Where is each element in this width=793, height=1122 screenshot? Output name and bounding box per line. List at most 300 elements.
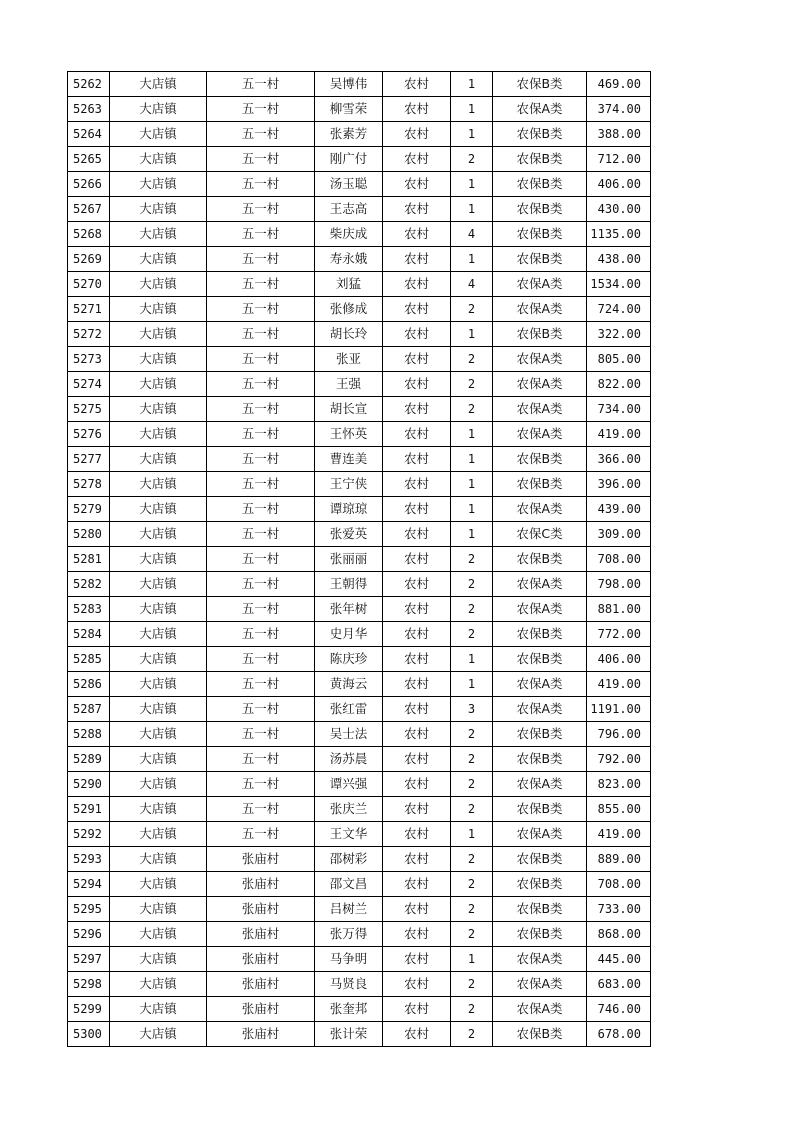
- village-cell: 张庙村: [207, 847, 315, 872]
- town-cell: 大店镇: [110, 347, 207, 372]
- amount-cell: 724.00: [587, 297, 651, 322]
- insurance-category-cell: 农保B类: [493, 872, 587, 897]
- village-cell: 五一村: [207, 197, 315, 222]
- town-cell: 大店镇: [110, 297, 207, 322]
- table-row: [68, 672, 651, 697]
- name-cell: 谭琼琼: [315, 497, 383, 522]
- town-cell: 大店镇: [110, 222, 207, 247]
- table-row: [68, 397, 651, 422]
- insurance-category-cell: 农保A类: [493, 697, 587, 722]
- town-cell: 大店镇: [110, 372, 207, 397]
- area-type-cell: 农村: [383, 572, 451, 597]
- row-id-cell: 5264: [68, 122, 110, 147]
- area-type-cell: 农村: [383, 122, 451, 147]
- amount-cell: 1135.00: [587, 222, 651, 247]
- row-id-cell: 5297: [68, 947, 110, 972]
- amount-cell: 823.00: [587, 772, 651, 797]
- village-cell: 五一村: [207, 172, 315, 197]
- insurance-category-cell: 农保B类: [493, 247, 587, 272]
- name-cell: 吕树兰: [315, 897, 383, 922]
- insurance-category-cell: 农保A类: [493, 422, 587, 447]
- village-cell: 五一村: [207, 147, 315, 172]
- table-row: [68, 947, 651, 972]
- area-type-cell: 农村: [383, 547, 451, 572]
- town-cell: 大店镇: [110, 922, 207, 947]
- table-row: [68, 522, 651, 547]
- area-type-cell: 农村: [383, 847, 451, 872]
- household-count-cell: 2: [451, 847, 493, 872]
- town-cell: 大店镇: [110, 897, 207, 922]
- table-row: [68, 847, 651, 872]
- table-row: [68, 572, 651, 597]
- area-type-cell: 农村: [383, 247, 451, 272]
- household-count-cell: 2: [451, 347, 493, 372]
- table-row: [68, 472, 651, 497]
- village-cell: 五一村: [207, 397, 315, 422]
- household-count-cell: 2: [451, 722, 493, 747]
- insurance-category-cell: 农保B类: [493, 847, 587, 872]
- town-cell: 大店镇: [110, 747, 207, 772]
- area-type-cell: 农村: [383, 322, 451, 347]
- area-type-cell: 农村: [383, 147, 451, 172]
- village-cell: 五一村: [207, 247, 315, 272]
- name-cell: 马贤良: [315, 972, 383, 997]
- row-id-cell: 5294: [68, 872, 110, 897]
- insurance-category-cell: 农保C类: [493, 522, 587, 547]
- table-row: [68, 122, 651, 147]
- household-count-cell: 2: [451, 597, 493, 622]
- town-cell: 大店镇: [110, 947, 207, 972]
- row-id-cell: 5288: [68, 722, 110, 747]
- name-cell: 吴士法: [315, 722, 383, 747]
- area-type-cell: 农村: [383, 522, 451, 547]
- table-row: [68, 797, 651, 822]
- household-count-cell: 1: [451, 472, 493, 497]
- table-row: [68, 872, 651, 897]
- name-cell: 张爱英: [315, 522, 383, 547]
- table-row: [68, 697, 651, 722]
- household-count-cell: 1: [451, 72, 493, 97]
- amount-cell: 1191.00: [587, 697, 651, 722]
- area-type-cell: 农村: [383, 897, 451, 922]
- village-cell: 五一村: [207, 222, 315, 247]
- table-body: [68, 72, 651, 1047]
- table-row: [68, 272, 651, 297]
- amount-cell: 678.00: [587, 1022, 651, 1047]
- household-count-cell: 2: [451, 372, 493, 397]
- amount-cell: 708.00: [587, 547, 651, 572]
- name-cell: 胡长玲: [315, 322, 383, 347]
- insurance-category-cell: 农保B类: [493, 622, 587, 647]
- village-cell: 张庙村: [207, 972, 315, 997]
- town-cell: 大店镇: [110, 772, 207, 797]
- name-cell: 王文华: [315, 822, 383, 847]
- amount-cell: 805.00: [587, 347, 651, 372]
- amount-cell: 388.00: [587, 122, 651, 147]
- insurance-category-cell: 农保A类: [493, 372, 587, 397]
- household-count-cell: 2: [451, 297, 493, 322]
- town-cell: 大店镇: [110, 797, 207, 822]
- household-count-cell: 2: [451, 147, 493, 172]
- area-type-cell: 农村: [383, 472, 451, 497]
- household-count-cell: 1: [451, 197, 493, 222]
- insurance-category-cell: 农保B类: [493, 797, 587, 822]
- amount-cell: 772.00: [587, 622, 651, 647]
- area-type-cell: 农村: [383, 597, 451, 622]
- name-cell: 王志高: [315, 197, 383, 222]
- table-row: [68, 747, 651, 772]
- insurance-category-cell: 农保A类: [493, 947, 587, 972]
- row-id-cell: 5298: [68, 972, 110, 997]
- amount-cell: 881.00: [587, 597, 651, 622]
- village-cell: 张庙村: [207, 1022, 315, 1047]
- row-id-cell: 5283: [68, 597, 110, 622]
- amount-cell: 309.00: [587, 522, 651, 547]
- amount-cell: 798.00: [587, 572, 651, 597]
- name-cell: 张奎邦: [315, 997, 383, 1022]
- town-cell: 大店镇: [110, 172, 207, 197]
- area-type-cell: 农村: [383, 1022, 451, 1047]
- town-cell: 大店镇: [110, 472, 207, 497]
- amount-cell: 796.00: [587, 722, 651, 747]
- name-cell: 邵树彩: [315, 847, 383, 872]
- insurance-category-cell: 农保A类: [493, 572, 587, 597]
- insurance-category-cell: 农保A类: [493, 297, 587, 322]
- insurance-category-cell: 农保A类: [493, 822, 587, 847]
- village-cell: 五一村: [207, 797, 315, 822]
- household-count-cell: 1: [451, 522, 493, 547]
- household-count-cell: 1: [451, 672, 493, 697]
- insurance-category-cell: 农保B类: [493, 747, 587, 772]
- area-type-cell: 农村: [383, 647, 451, 672]
- town-cell: 大店镇: [110, 247, 207, 272]
- household-count-cell: 1: [451, 822, 493, 847]
- household-count-cell: 2: [451, 622, 493, 647]
- insurance-category-cell: 农保B类: [493, 547, 587, 572]
- name-cell: 吴博伟: [315, 72, 383, 97]
- row-id-cell: 5271: [68, 297, 110, 322]
- area-type-cell: 农村: [383, 272, 451, 297]
- insurance-category-cell: 农保B类: [493, 222, 587, 247]
- table-row: [68, 372, 651, 397]
- household-count-cell: 1: [451, 422, 493, 447]
- town-cell: 大店镇: [110, 72, 207, 97]
- town-cell: 大店镇: [110, 322, 207, 347]
- insurance-category-cell: 农保A类: [493, 972, 587, 997]
- household-count-cell: 1: [451, 247, 493, 272]
- household-count-cell: 2: [451, 747, 493, 772]
- village-cell: 五一村: [207, 547, 315, 572]
- table-row: [68, 972, 651, 997]
- household-count-cell: 2: [451, 1022, 493, 1047]
- village-cell: 五一村: [207, 447, 315, 472]
- household-count-cell: 1: [451, 497, 493, 522]
- insurance-category-cell: 农保B类: [493, 447, 587, 472]
- insurance-category-cell: 农保B类: [493, 322, 587, 347]
- town-cell: 大店镇: [110, 447, 207, 472]
- table-row: [68, 422, 651, 447]
- area-type-cell: 农村: [383, 797, 451, 822]
- insurance-category-cell: 农保A类: [493, 997, 587, 1022]
- village-cell: 五一村: [207, 622, 315, 647]
- row-id-cell: 5268: [68, 222, 110, 247]
- village-cell: 五一村: [207, 697, 315, 722]
- table-row: [68, 297, 651, 322]
- table-row: [68, 447, 651, 472]
- insurance-category-cell: 农保A类: [493, 597, 587, 622]
- table-row: [68, 222, 651, 247]
- name-cell: 王强: [315, 372, 383, 397]
- household-count-cell: 2: [451, 397, 493, 422]
- village-cell: 张庙村: [207, 897, 315, 922]
- area-type-cell: 农村: [383, 772, 451, 797]
- table-row: [68, 772, 651, 797]
- amount-cell: 469.00: [587, 72, 651, 97]
- town-cell: 大店镇: [110, 422, 207, 447]
- table-row: [68, 822, 651, 847]
- name-cell: 史月华: [315, 622, 383, 647]
- name-cell: 胡长宣: [315, 397, 383, 422]
- area-type-cell: 农村: [383, 672, 451, 697]
- household-count-cell: 1: [451, 122, 493, 147]
- row-id-cell: 5284: [68, 622, 110, 647]
- village-cell: 五一村: [207, 647, 315, 672]
- amount-cell: 366.00: [587, 447, 651, 472]
- amount-cell: 439.00: [587, 497, 651, 522]
- name-cell: 黄海云: [315, 672, 383, 697]
- household-count-cell: 2: [451, 797, 493, 822]
- table-row: [68, 922, 651, 947]
- area-type-cell: 农村: [383, 397, 451, 422]
- name-cell: 张年树: [315, 597, 383, 622]
- table-row: [68, 72, 651, 97]
- town-cell: 大店镇: [110, 147, 207, 172]
- town-cell: 大店镇: [110, 572, 207, 597]
- town-cell: 大店镇: [110, 547, 207, 572]
- table-row: [68, 97, 651, 122]
- insurance-category-cell: 农保A类: [493, 672, 587, 697]
- amount-cell: 708.00: [587, 872, 651, 897]
- row-id-cell: 5280: [68, 522, 110, 547]
- row-id-cell: 5285: [68, 647, 110, 672]
- row-id-cell: 5295: [68, 897, 110, 922]
- town-cell: 大店镇: [110, 197, 207, 222]
- amount-cell: 792.00: [587, 747, 651, 772]
- village-cell: 五一村: [207, 372, 315, 397]
- town-cell: 大店镇: [110, 822, 207, 847]
- area-type-cell: 农村: [383, 197, 451, 222]
- insurance-category-cell: 农保A类: [493, 497, 587, 522]
- name-cell: 刚广付: [315, 147, 383, 172]
- household-count-cell: 2: [451, 872, 493, 897]
- row-id-cell: 5282: [68, 572, 110, 597]
- row-id-cell: 5274: [68, 372, 110, 397]
- table-row: [68, 247, 651, 272]
- household-count-cell: 2: [451, 772, 493, 797]
- area-type-cell: 农村: [383, 222, 451, 247]
- row-id-cell: 5289: [68, 747, 110, 772]
- row-id-cell: 5267: [68, 197, 110, 222]
- area-type-cell: 农村: [383, 872, 451, 897]
- table-row: [68, 647, 651, 672]
- household-count-cell: 4: [451, 222, 493, 247]
- row-id-cell: 5270: [68, 272, 110, 297]
- village-cell: 五一村: [207, 422, 315, 447]
- amount-cell: 734.00: [587, 397, 651, 422]
- table-row: [68, 322, 651, 347]
- name-cell: 马争明: [315, 947, 383, 972]
- household-count-cell: 2: [451, 897, 493, 922]
- name-cell: 王宁侠: [315, 472, 383, 497]
- area-type-cell: 农村: [383, 297, 451, 322]
- row-id-cell: 5296: [68, 922, 110, 947]
- village-cell: 五一村: [207, 97, 315, 122]
- town-cell: 大店镇: [110, 397, 207, 422]
- household-count-cell: 2: [451, 572, 493, 597]
- name-cell: 张红雷: [315, 697, 383, 722]
- table-row: [68, 172, 651, 197]
- row-id-cell: 5279: [68, 497, 110, 522]
- village-cell: 五一村: [207, 722, 315, 747]
- insurance-category-cell: 农保A类: [493, 397, 587, 422]
- town-cell: 大店镇: [110, 672, 207, 697]
- name-cell: 张万得: [315, 922, 383, 947]
- amount-cell: 396.00: [587, 472, 651, 497]
- row-id-cell: 5266: [68, 172, 110, 197]
- amount-cell: 733.00: [587, 897, 651, 922]
- village-cell: 五一村: [207, 272, 315, 297]
- town-cell: 大店镇: [110, 647, 207, 672]
- area-type-cell: 农村: [383, 72, 451, 97]
- table-row: [68, 997, 651, 1022]
- household-count-cell: 2: [451, 972, 493, 997]
- village-cell: 五一村: [207, 747, 315, 772]
- amount-cell: 746.00: [587, 997, 651, 1022]
- row-id-cell: 5300: [68, 1022, 110, 1047]
- insurance-category-cell: 农保A类: [493, 272, 587, 297]
- insurance-category-cell: 农保B类: [493, 1022, 587, 1047]
- name-cell: 曹连美: [315, 447, 383, 472]
- table-row: [68, 1022, 651, 1047]
- insurance-category-cell: 农保B类: [493, 647, 587, 672]
- village-cell: 五一村: [207, 472, 315, 497]
- table-row: [68, 197, 651, 222]
- row-id-cell: 5265: [68, 147, 110, 172]
- household-count-cell: 1: [451, 647, 493, 672]
- village-cell: 五一村: [207, 822, 315, 847]
- name-cell: 柴庆成: [315, 222, 383, 247]
- area-type-cell: 农村: [383, 822, 451, 847]
- row-id-cell: 5275: [68, 397, 110, 422]
- village-cell: 五一村: [207, 522, 315, 547]
- name-cell: 张亚: [315, 347, 383, 372]
- village-cell: 五一村: [207, 322, 315, 347]
- insurance-category-cell: 农保A类: [493, 97, 587, 122]
- name-cell: 陈庆珍: [315, 647, 383, 672]
- household-count-cell: 1: [451, 947, 493, 972]
- household-count-cell: 2: [451, 997, 493, 1022]
- name-cell: 张庆兰: [315, 797, 383, 822]
- amount-cell: 406.00: [587, 172, 651, 197]
- town-cell: 大店镇: [110, 697, 207, 722]
- household-count-cell: 1: [451, 97, 493, 122]
- row-id-cell: 5263: [68, 97, 110, 122]
- area-type-cell: 农村: [383, 972, 451, 997]
- row-id-cell: 5299: [68, 997, 110, 1022]
- insurance-category-cell: 农保A类: [493, 772, 587, 797]
- insurance-category-cell: 农保B类: [493, 472, 587, 497]
- table-row: [68, 497, 651, 522]
- amount-cell: 406.00: [587, 647, 651, 672]
- area-type-cell: 农村: [383, 172, 451, 197]
- row-id-cell: 5278: [68, 472, 110, 497]
- row-id-cell: 5291: [68, 797, 110, 822]
- name-cell: 汤玉聪: [315, 172, 383, 197]
- name-cell: 谭兴强: [315, 772, 383, 797]
- insurance-category-cell: 农保B类: [493, 197, 587, 222]
- table-row: [68, 547, 651, 572]
- village-cell: 五一村: [207, 72, 315, 97]
- household-count-cell: 2: [451, 547, 493, 572]
- household-count-cell: 3: [451, 697, 493, 722]
- area-type-cell: 农村: [383, 447, 451, 472]
- amount-cell: 889.00: [587, 847, 651, 872]
- table-row: [68, 347, 651, 372]
- household-count-cell: 1: [451, 172, 493, 197]
- town-cell: 大店镇: [110, 97, 207, 122]
- amount-cell: 683.00: [587, 972, 651, 997]
- village-cell: 张庙村: [207, 922, 315, 947]
- row-id-cell: 5292: [68, 822, 110, 847]
- amount-cell: 374.00: [587, 97, 651, 122]
- amount-cell: 712.00: [587, 147, 651, 172]
- village-cell: 张庙村: [207, 997, 315, 1022]
- area-type-cell: 农村: [383, 497, 451, 522]
- area-type-cell: 农村: [383, 997, 451, 1022]
- village-cell: 五一村: [207, 572, 315, 597]
- row-id-cell: 5276: [68, 422, 110, 447]
- area-type-cell: 农村: [383, 97, 451, 122]
- insurance-category-cell: 农保B类: [493, 897, 587, 922]
- amount-cell: 1534.00: [587, 272, 651, 297]
- household-count-cell: 1: [451, 322, 493, 347]
- insurance-category-cell: 农保A类: [493, 347, 587, 372]
- village-cell: 五一村: [207, 672, 315, 697]
- village-cell: 五一村: [207, 772, 315, 797]
- row-id-cell: 5281: [68, 547, 110, 572]
- row-id-cell: 5273: [68, 347, 110, 372]
- row-id-cell: 5290: [68, 772, 110, 797]
- village-cell: 五一村: [207, 122, 315, 147]
- town-cell: 大店镇: [110, 722, 207, 747]
- town-cell: 大店镇: [110, 272, 207, 297]
- row-id-cell: 5272: [68, 322, 110, 347]
- town-cell: 大店镇: [110, 597, 207, 622]
- table-row: [68, 147, 651, 172]
- household-count-cell: 2: [451, 922, 493, 947]
- name-cell: 邵文昌: [315, 872, 383, 897]
- area-type-cell: 农村: [383, 722, 451, 747]
- amount-cell: 322.00: [587, 322, 651, 347]
- amount-cell: 419.00: [587, 822, 651, 847]
- area-type-cell: 农村: [383, 922, 451, 947]
- row-id-cell: 5293: [68, 847, 110, 872]
- area-type-cell: 农村: [383, 622, 451, 647]
- village-cell: 张庙村: [207, 947, 315, 972]
- name-cell: 汤苏晨: [315, 747, 383, 772]
- table-row: [68, 622, 651, 647]
- insurance-category-cell: 农保B类: [493, 72, 587, 97]
